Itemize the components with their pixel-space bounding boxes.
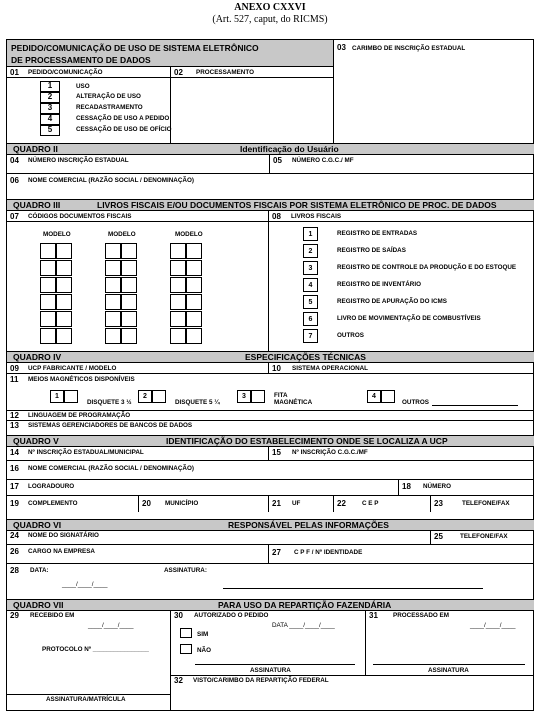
modelo-code-box[interactable] (56, 311, 72, 327)
field-17-label[interactable]: LOGRADOURO (28, 483, 75, 490)
meio-3-label: FITA (274, 392, 288, 399)
quadro-7-title: PARA USO DA REPARTIÇÃO FAZENDÁRIA (218, 600, 392, 610)
meio-3-box[interactable]: 3 (237, 390, 251, 403)
field-25-label[interactable]: TELEFONE/FAX (460, 533, 508, 540)
field-13-label[interactable]: SISTEMAS GERENCIADORES DE BANCOS DE DADOS (28, 422, 193, 429)
meio-4-label: OUTROS (402, 399, 429, 406)
modelo-label-3: MODELO (175, 231, 203, 238)
field-14-label[interactable]: Nº INSCRIÇÃO ESTADUAL/MUNICIPAL (28, 449, 144, 456)
processado-date[interactable]: ____/____/____ (470, 622, 516, 629)
field-08-label: LIVROS FISCAIS (291, 213, 342, 220)
field-05-label[interactable]: NÚMERO C.G.C./ MF (292, 157, 354, 164)
modelo-code-box[interactable] (40, 328, 56, 344)
field-15-label[interactable]: Nº INSCRIÇÃO C.G.C./MF (292, 449, 368, 456)
sim-checkbox[interactable] (180, 628, 192, 638)
field-32-label[interactable]: VISTO/CARIMBO DA REPARTIÇÃO FEDERAL (193, 677, 329, 684)
main-title-2: DE PROCESSAMENTO DE DADOS (11, 55, 151, 65)
field-20-label[interactable]: MUNICÍPIO (165, 500, 199, 507)
quadro-6-title: RESPONSÁVEL PELAS INFORMAÇÕES (228, 520, 389, 530)
field-22-label[interactable]: C E P (362, 500, 379, 507)
quadro-6-label: QUADRO VI (13, 520, 62, 530)
modelo-code-box[interactable] (170, 328, 186, 344)
field-01-label: PEDIDO/COMUNICAÇÃO (28, 69, 103, 76)
field-12-label[interactable]: LINGUAGEM DE PROGRAMAÇÃO (28, 412, 131, 419)
recebido-date[interactable]: ____/____/____ (88, 622, 134, 629)
assinatura-31-label: ASSINATURA (428, 667, 469, 674)
form-subtitle: (Art. 527, caput, do RICMS) (212, 14, 328, 25)
meio-1-check[interactable] (64, 390, 78, 403)
modelo-code-box[interactable] (56, 277, 72, 293)
quadro-2-title: Identificação do Usuário (240, 144, 339, 154)
meio-3-check[interactable] (251, 390, 265, 403)
field-06-label[interactable]: NOME COMERCIAL (RAZÃO SOCIAL / DENOMINAÇÃO) (28, 177, 194, 184)
meio-2-box[interactable]: 2 (138, 390, 152, 403)
field-27-label[interactable]: C P F / Nº IDENTIDADE (294, 549, 363, 556)
autorizado-date[interactable]: DATA ____/____/____ (272, 622, 335, 629)
modelo-code-box[interactable] (105, 243, 121, 259)
modelo-code-box[interactable] (170, 294, 186, 310)
field-18-label[interactable]: NÚMERO (423, 483, 451, 490)
modelo-code-box[interactable] (186, 260, 202, 276)
field-19-label[interactable]: COMPLEMENTO (28, 500, 78, 507)
main-title: PEDIDO/COMUNICAÇÃO DE USO DE SISTEMA ELETRÔNICO (11, 43, 259, 53)
modelo-code-box[interactable] (105, 277, 121, 293)
modelo-code-box[interactable] (170, 260, 186, 276)
field-30-label: AUTORIZADO O PEDIDO (194, 612, 269, 619)
modelo-code-box[interactable] (56, 328, 72, 344)
meio-4-check[interactable] (381, 390, 395, 403)
protocolo-label[interactable]: PROTOCOLO Nº ________________ (42, 646, 149, 653)
modelo-code-box[interactable] (56, 243, 72, 259)
modelo-label-1: MODELO (43, 231, 71, 238)
meio-4-box[interactable]: 4 (367, 390, 381, 403)
option-2-box[interactable]: 2 (40, 92, 60, 103)
option-5-box[interactable]: 5 (40, 125, 60, 136)
meio-2-label: DISQUETE 5 ¼ (175, 399, 220, 406)
modelo-code-box[interactable] (105, 260, 121, 276)
assinatura-30-label: ASSINATURA (250, 667, 291, 674)
livro-7-box[interactable]: 7 (303, 329, 318, 343)
quadro-3-title: LIVROS FISCAIS E/OU DOCUMENTOS FISCAIS POR SISTEMA ELETRÔNICO DE PROC. DE DADOS (97, 200, 497, 210)
quadro-7-label: QUADRO VII (13, 600, 64, 610)
field-16-label[interactable]: NOME COMERCIAL (RAZÃO SOCIAL / DENOMINAÇÃO) (28, 465, 194, 472)
modelo-code-box[interactable] (186, 277, 202, 293)
modelo-code-box[interactable] (170, 243, 186, 259)
livro-4-box[interactable]: 4 (303, 278, 318, 292)
modelo-code-box[interactable] (56, 260, 72, 276)
modelo-code-box[interactable] (121, 277, 137, 293)
livro-3-box[interactable]: 3 (303, 261, 318, 275)
option-1-box[interactable]: 1 (40, 81, 60, 92)
date-blank[interactable]: ____/____/____ (62, 581, 108, 588)
nao-label: NÃO (197, 647, 211, 654)
modelo-code-box[interactable] (40, 311, 56, 327)
modelo-code-box[interactable] (105, 311, 121, 327)
modelo-code-box[interactable] (170, 277, 186, 293)
quadro-3-label: QUADRO III (13, 200, 61, 210)
modelo-code-box[interactable] (186, 311, 202, 327)
quadro-5-label: QUADRO V (13, 436, 59, 446)
quadro-4-title: ESPECIFICAÇÕES TÉCNICAS (245, 352, 366, 362)
option-4-box[interactable]: 4 (40, 114, 60, 125)
field-03-label: CARIMBO DE INSCRIÇÃO ESTADUAL (352, 45, 466, 52)
field-07-label: CÓDIGOS DOCUMENTOS FISCAIS (28, 213, 132, 220)
meio-3-label-2: MAGNÉTICA (274, 399, 313, 406)
field-24-label[interactable]: NOME DO SIGNATÁRIO (28, 532, 99, 539)
modelo-code-box[interactable] (40, 243, 56, 259)
livro-6-box[interactable]: 6 (303, 312, 318, 326)
form-title: ANEXO CXXVI (234, 2, 306, 13)
quadro-5-title: IDENTIFICAÇÃO DO ESTABELECIMENTO ONDE SE LOCALIZA A UCP (166, 436, 448, 446)
modelo-code-box[interactable] (56, 294, 72, 310)
modelo-code-box[interactable] (186, 328, 202, 344)
field-28-label[interactable]: DATA: (30, 567, 49, 574)
quadro-4-label: QUADRO IV (13, 352, 62, 362)
modelo-code-box[interactable] (186, 294, 202, 310)
field-31-label: PROCESSADO EM (393, 612, 449, 619)
livro-5-box[interactable]: 5 (303, 295, 318, 309)
field-23-label[interactable]: TELEFONE/FAX (462, 500, 510, 507)
field-09-label[interactable]: UCP FABRICANTE / MODELO (28, 365, 117, 372)
meio-1-label: DISQUETE 3 ½ (87, 399, 132, 406)
modelo-code-box[interactable] (40, 260, 56, 276)
field-10-label[interactable]: SISTEMA OPERACIONAL (292, 365, 369, 372)
modelo-code-box[interactable] (105, 328, 121, 344)
modelo-label-2: MODELO (108, 231, 136, 238)
field-11-label: MEIOS MAGNÉTICOS DISPONÍVEIS (28, 376, 135, 383)
field-29-label: RECEBIDO EM (30, 612, 75, 619)
meio-1-box[interactable]: 1 (50, 390, 64, 403)
field-04-label[interactable]: NÚMERO INSCRIÇÃO ESTADUAL (28, 157, 129, 164)
sim-label: SIM (197, 631, 209, 638)
meio-2-check[interactable] (152, 390, 166, 403)
livro-2-box[interactable]: 2 (303, 244, 318, 258)
assinatura-matricula-label: ASSINATURA/MATRÍCULA (46, 696, 126, 703)
modelo-code-box[interactable] (170, 311, 186, 327)
field-26-label[interactable]: CARGO NA EMPRESA (28, 548, 95, 555)
quadro-2-label: QUADRO II (13, 144, 58, 154)
nao-checkbox[interactable] (180, 644, 192, 654)
livro-1-box[interactable]: 1 (303, 227, 318, 241)
modelo-code-box[interactable] (105, 294, 121, 310)
field-21-label[interactable]: UF (292, 500, 301, 507)
modelo-code-box[interactable] (186, 243, 202, 259)
modelo-code-box[interactable] (40, 294, 56, 310)
assinatura-label: ASSINATURA: (164, 567, 207, 574)
modelo-code-box[interactable] (121, 328, 137, 344)
field-02-label: PROCESSAMENTO (196, 69, 254, 76)
modelo-code-box[interactable] (40, 277, 56, 293)
modelo-code-box[interactable] (121, 294, 137, 310)
modelo-code-box[interactable] (121, 260, 137, 276)
modelo-code-box[interactable] (121, 243, 137, 259)
option-3-box[interactable]: 3 (40, 103, 60, 114)
modelo-code-box[interactable] (121, 311, 137, 327)
